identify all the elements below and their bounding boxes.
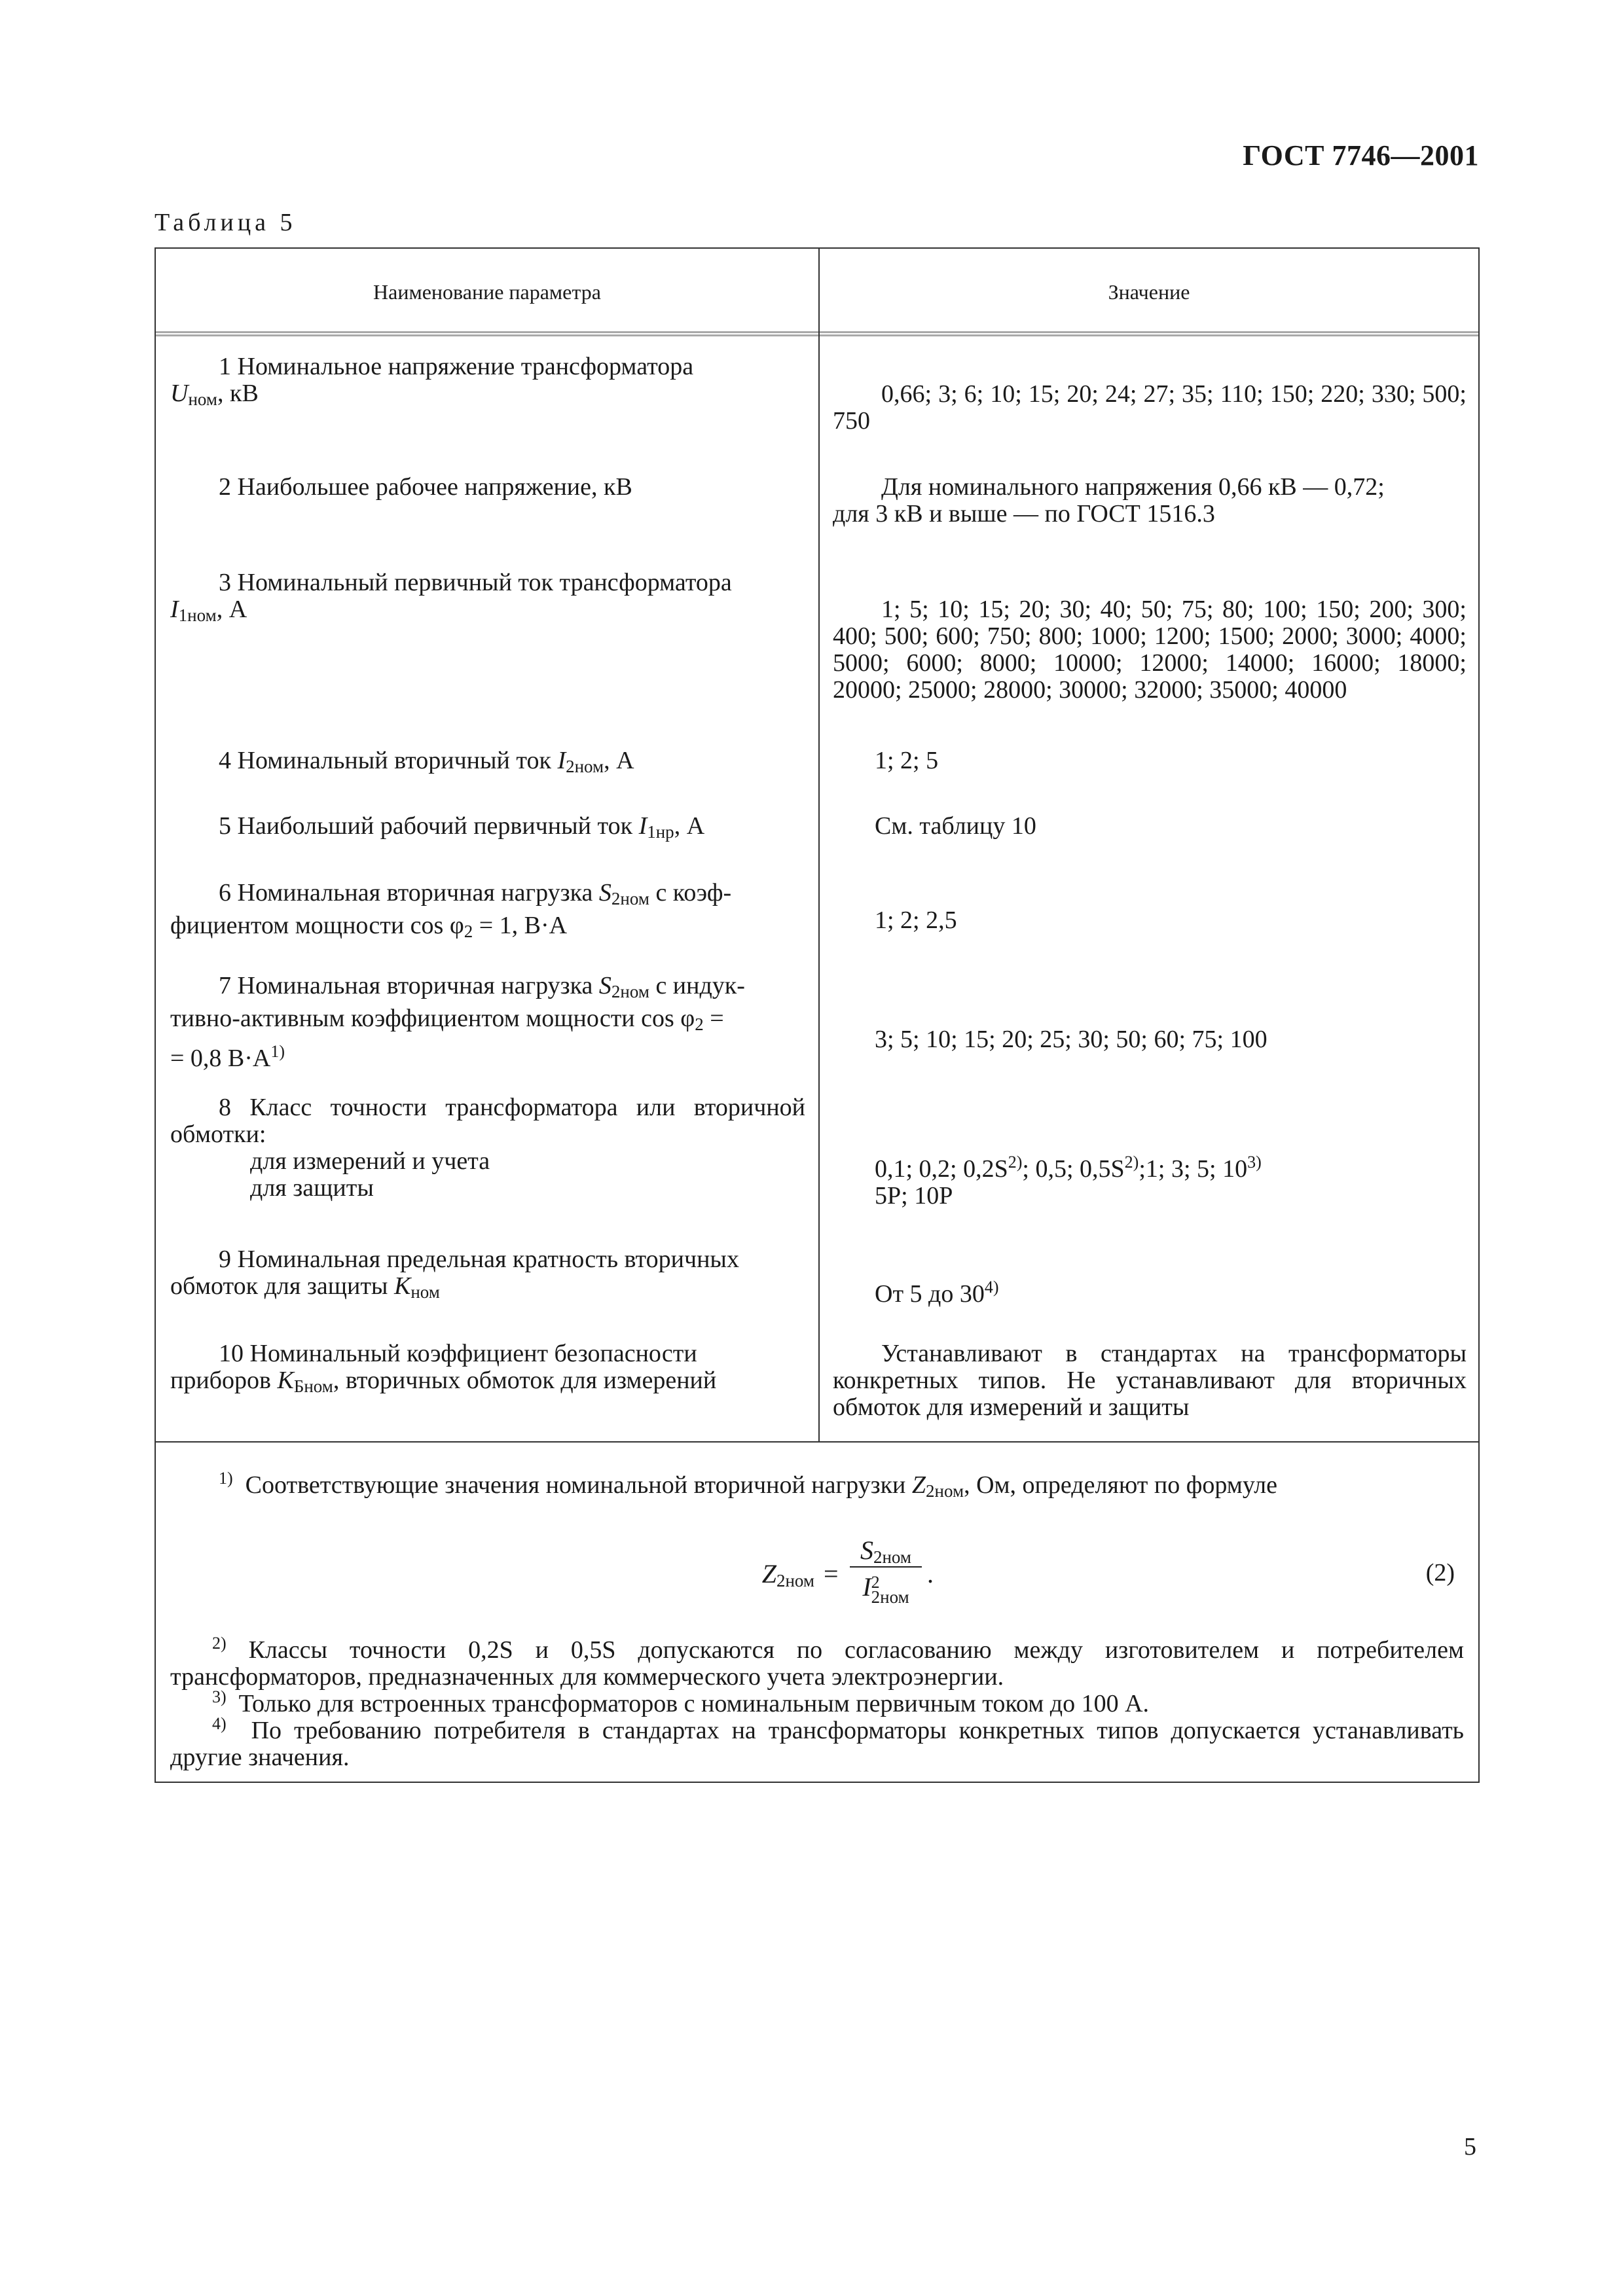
row-8-sub-measure: для измерений и учета (250, 1147, 490, 1175)
page-number: 5 (1464, 2133, 1476, 2161)
formula-fraction (850, 1535, 922, 1607)
formula-number: (2) (1425, 1559, 1455, 1587)
row-10-parameter: 10 Номинальный коэффициент безопасности приборов $K_{Бном}$, вторичных обмоток для измерений (170, 1340, 717, 1396)
row-6-value: 1; 2; 2,5 (875, 906, 957, 934)
parameters-table (155, 247, 1480, 1783)
standard-designation: ГОСТ 7746—2001 (1243, 139, 1479, 171)
row-5-value: См. таблицу 10 (875, 812, 1036, 840)
row-10-value: Устанавливают в стандартах на трансформаторы конкретных типов. Не устанавливают для вторичных обмоток для измерений и защиты (833, 1340, 1467, 1421)
formula-numerator: $S_{2ном}$ (860, 1535, 912, 1567)
formula-period: . (927, 1559, 934, 1588)
column-divider (818, 249, 820, 1441)
row-8-value: 0,1; 0,2; $0,2S^{2)}$; 0,5; $0,5S^{2)};1$; 3; 5; 10$^{3)}$ 5P; 10P (875, 1153, 1262, 1210)
formula-denominator: I 2 2ном (862, 1572, 909, 1607)
formula-lhs: $Z_{2ном}$ (761, 1559, 814, 1590)
row-1-parameter: 1 Номинальное напряжение трансформатора $U_{ном}$, кВ (170, 353, 694, 409)
row-6-parameter: 6 Номинальная вторичная нагрузка $S_{2ном}$ с коэф- фициентом мощности $\cos \varphi_2 = 1$, В·А (170, 879, 732, 941)
row-2-parameter: 2 Наибольшее рабочее напряжение, кВ (219, 473, 632, 501)
column-header-parameter: Наименование параметра (373, 280, 601, 304)
row-8-sub-protection: для защиты (250, 1174, 374, 1202)
footnote-4: $^{4)}$ По требованию потребителя в стандартах на трансформаторы конкретных типов допускается устанавливать другие значения. (170, 1714, 1465, 1771)
formula-equals: = (824, 1559, 839, 1588)
row-7-value: 3; 5; 10; 15; 20; 25; 30; 50; 60; 75; 100 (875, 1026, 1267, 1053)
row-2-value: Для номинального напряжения 0,66 кВ — 0,72; для 3 кВ и выше — по ГОСТ 1516.3 (833, 473, 1385, 528)
footnote-1: $^{1)}$ Соответствующие значения номинальной вторичной нагрузки $Z_{2ном}$, Ом, определяют по формуле (219, 1469, 1277, 1501)
footnote-2: $^{2)}$ Классы точности 0,2S и 0,5S допускаются по согласованию между изготовителем и потребителем трансформаторов, предназначенных для коммерческого учета электроэнергии. (170, 1634, 1464, 1691)
row-1-value: 0,66; 3; 6; 10; 15; 20; 24; 27; 35; 110; 150; 220; 330; 500; 750 (833, 380, 1467, 435)
table-header (156, 249, 1478, 336)
row-9-value: От 5 до 30$^{4)}$ (875, 1278, 999, 1308)
table-caption: Таблица 5 (155, 209, 297, 236)
column-header-value: Значение (1108, 280, 1190, 304)
row-7-parameter: 7 Номинальная вторичная нагрузка $S_{2ном}$ с индук- тивно-активным коэффициентом мощности $\cos \varphi_2$ = = 0,8 $В\cdot А^{1)}$ (170, 972, 745, 1072)
row-5-parameter: 5 Наибольший рабочий первичный ток $I_{1нр}$, А (219, 812, 705, 842)
row-4-parameter: 4 Номинальный вторичный ток $I_{2ном}$, А (219, 747, 634, 776)
footnote-3: $^{3)}$ Только для встроенных трансформаторов с номинальным первичным током до 100 А. (212, 1687, 1150, 1717)
formula-2 (156, 1535, 1478, 1620)
row-9-parameter: 9 Номинальная предельная кратность вторичных обмоток для защиты $K_{ном}$ (170, 1246, 739, 1302)
row-8-parameter: 8 Класс точности трансформатора или вторичной обмотки: для измерений и учета для защиты (170, 1094, 805, 1202)
row-4-value: 1; 2; 5 (875, 747, 939, 774)
footnotes-divider (156, 1441, 1478, 1443)
row-3-value: 1; 5; 10; 15; 20; 30; 40; 50; 75; 80; 100; 150; 200; 300; 400; 500; 600; 750; 800; 1000; 1200; 1500; 2000; 3000; 4000; 5000; 6000; 8000; 10000; 12000; 14000; 16000; 18000; 20000; 25000; 28000; 30000; 32000; 35000; 40000 (833, 596, 1467, 704)
row-3-parameter: 3 Номинальный первичный ток трансформатора $I_{1ном}$, А (170, 569, 732, 625)
